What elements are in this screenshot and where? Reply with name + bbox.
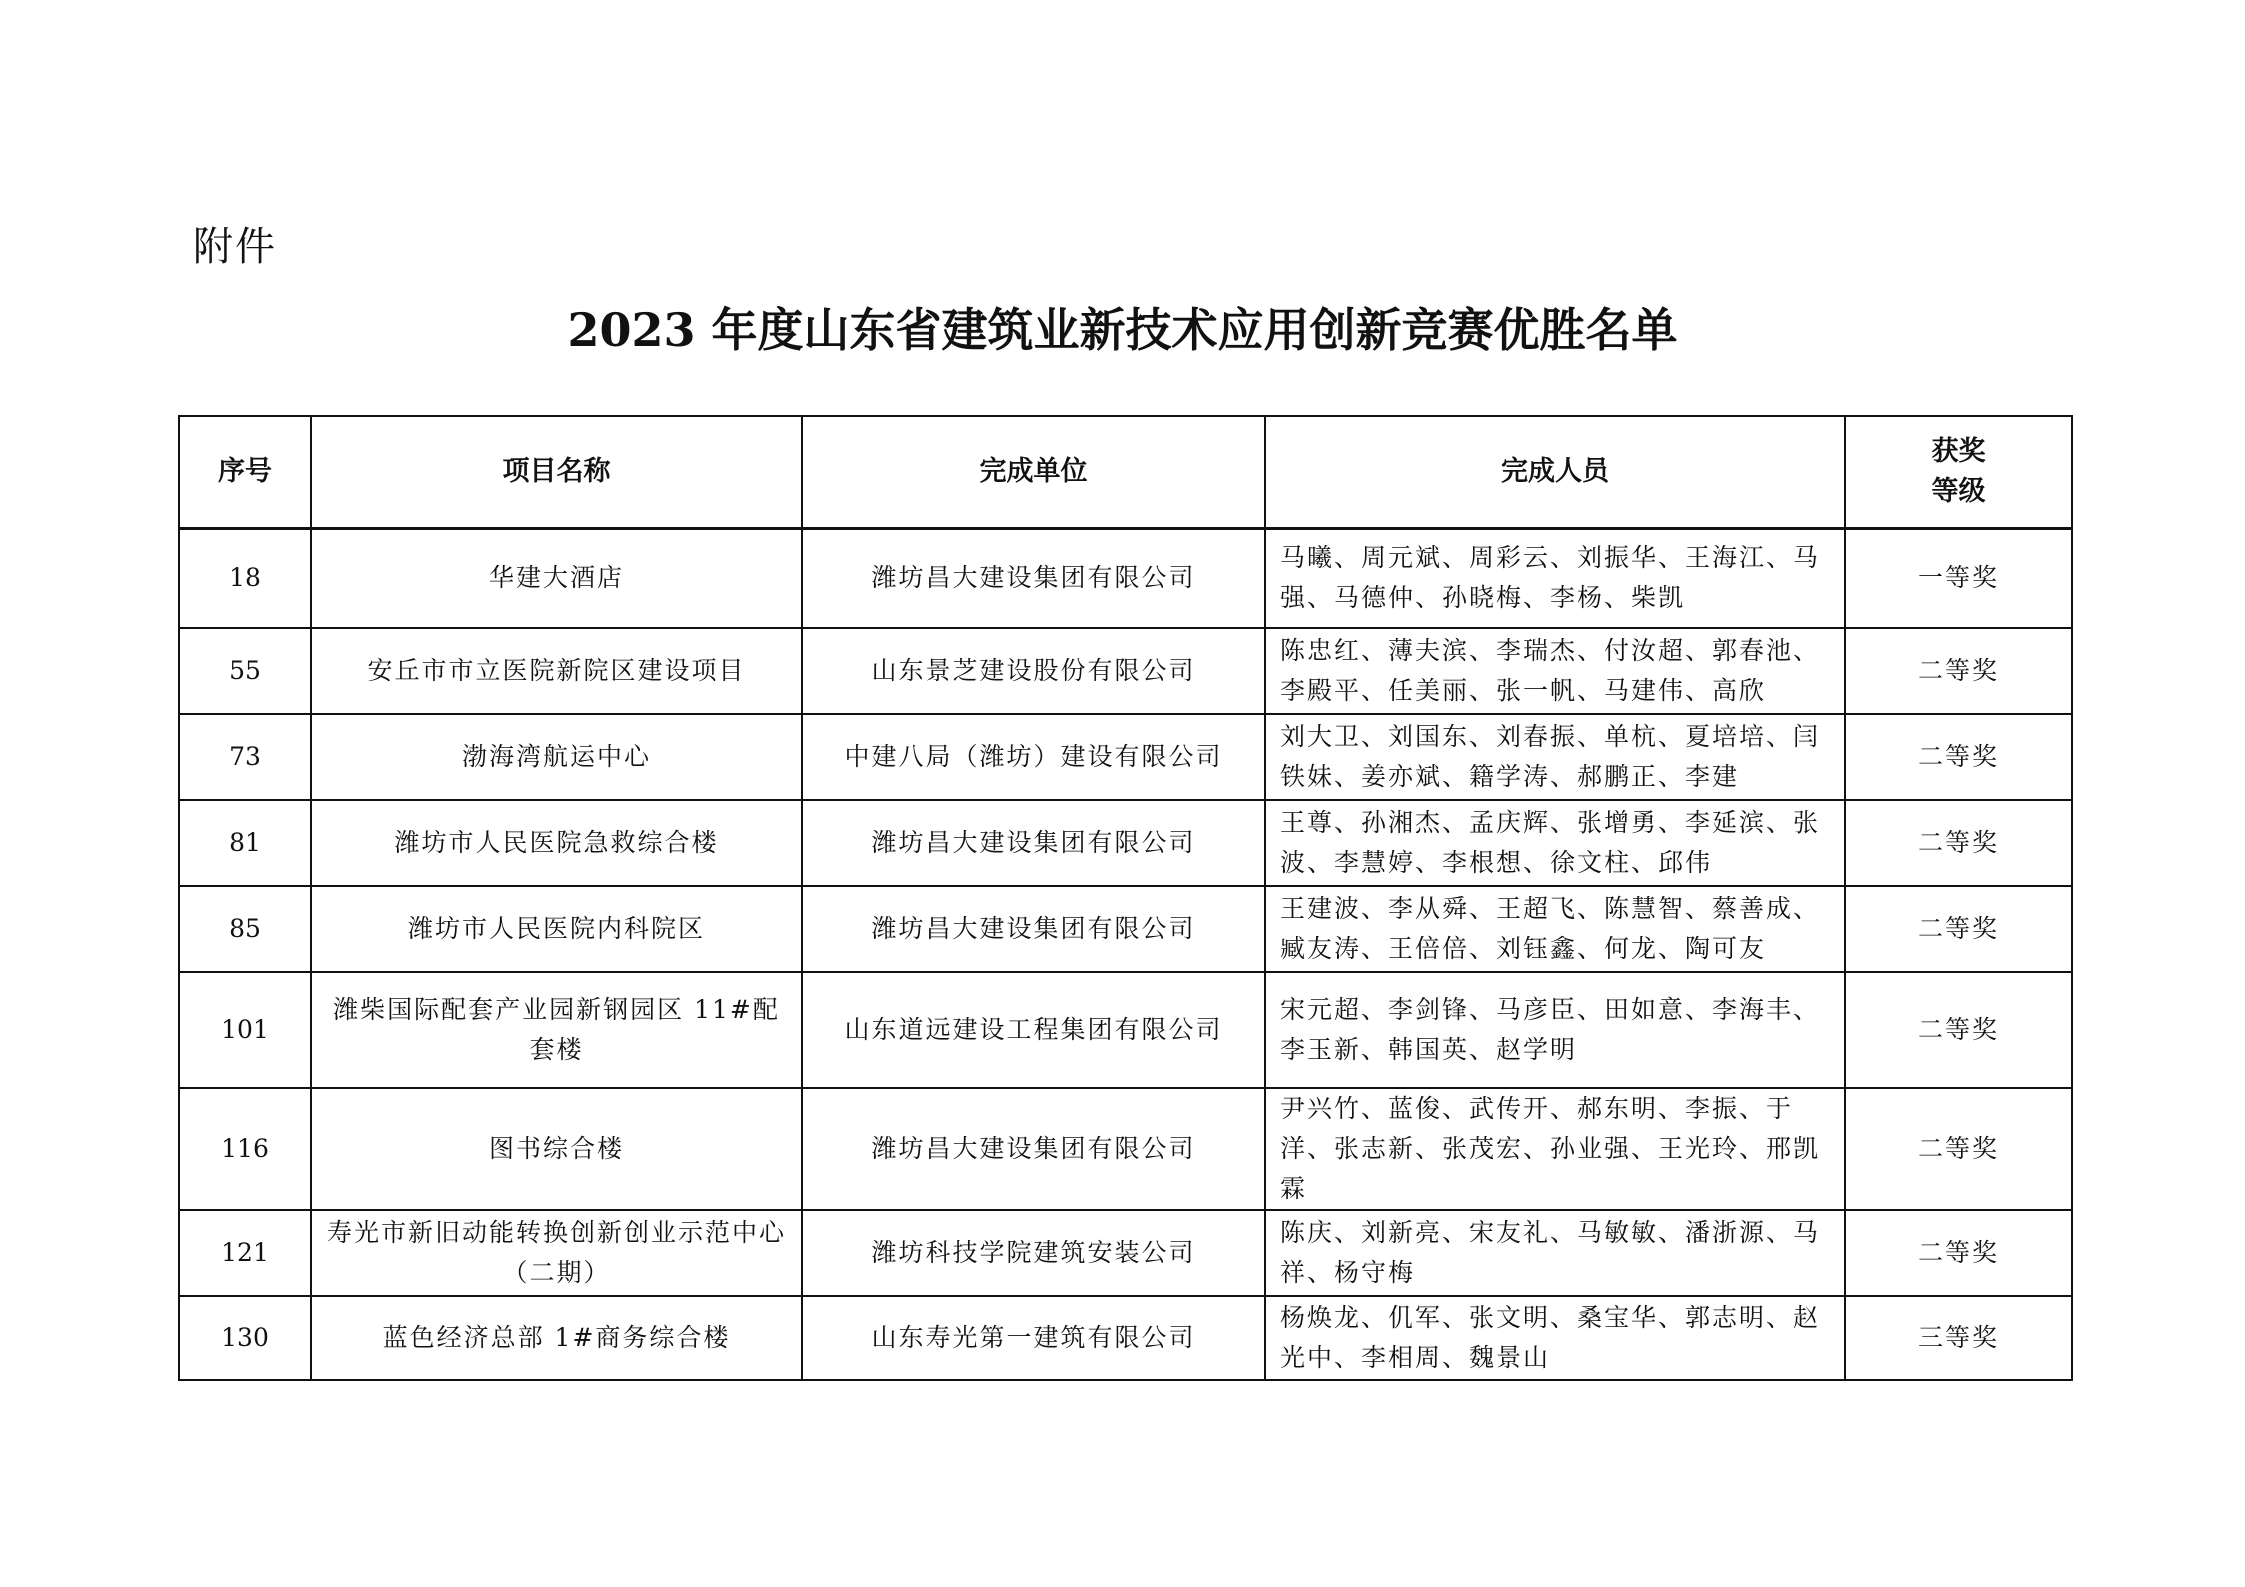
table-row: [179, 1210, 2072, 1296]
header-serial-number: 序号: [179, 416, 311, 528]
table-row: [179, 1088, 2072, 1210]
table-header-row: [179, 416, 2072, 528]
award-winners-table: [178, 415, 2073, 1381]
cell-completing-people: 王尊、孙湘杰、孟庆辉、张增勇、李延滨、张波、李慧婷、李根想、徐文柱、邱伟: [1265, 800, 1845, 886]
cell-award-level: 二等奖: [1845, 628, 2072, 714]
cell-completing-unit: 潍坊昌大建设集团有限公司: [802, 886, 1265, 972]
cell-completing-unit: 潍坊科技学院建筑安装公司: [802, 1210, 1265, 1296]
cell-project-name: 潍坊市人民医院急救综合楼: [311, 800, 802, 886]
cell-completing-people: 马曦、周元斌、周彩云、刘振华、王海江、马强、马德仲、孙晓梅、李杨、柴凯: [1265, 528, 1845, 628]
cell-completing-unit: 中建八局（潍坊）建设有限公司: [802, 714, 1265, 800]
cell-serial-number: 55: [179, 628, 311, 714]
cell-award-level: 一等奖: [1845, 528, 2072, 628]
cell-completing-people: 王建波、李从舜、王超飞、陈慧智、蔡善成、臧友涛、王倍倍、刘钰鑫、何龙、陶可友: [1265, 886, 1845, 972]
cell-project-name: 潍柴国际配套产业园新钢园区 11#配套楼: [311, 972, 802, 1088]
header-award-level-line2: 等级: [1931, 475, 1986, 507]
cell-serial-number: 121: [179, 1210, 311, 1296]
header-project-name: 项目名称: [311, 416, 802, 528]
cell-serial-number: 73: [179, 714, 311, 800]
table-row: [179, 1296, 2072, 1380]
cell-serial-number: 81: [179, 800, 311, 886]
cell-completing-unit: 潍坊昌大建设集团有限公司: [802, 528, 1265, 628]
cell-completing-people: 杨焕龙、仉军、张文明、桑宝华、郭志明、赵光中、李相周、魏景山: [1265, 1296, 1845, 1380]
attachment-label: 附件: [193, 224, 277, 270]
cell-completing-unit: 潍坊昌大建设集团有限公司: [802, 800, 1265, 886]
cell-serial-number: 18: [179, 528, 311, 628]
cell-serial-number: 116: [179, 1088, 311, 1210]
cell-project-name: 蓝色经济总部 1#商务综合楼: [311, 1296, 802, 1380]
cell-completing-people: 宋元超、李剑锋、马彦臣、田如意、李海丰、李玉新、韩国英、赵学明: [1265, 972, 1845, 1088]
cell-project-name: 寿光市新旧动能转换创新创业示范中心（二期）: [311, 1210, 802, 1296]
cell-completing-unit: 山东道远建设工程集团有限公司: [802, 972, 1265, 1088]
page-title: 2023 年度山东省建筑业新技术应用创新竞赛优胜名单: [567, 303, 1678, 357]
cell-award-level: 二等奖: [1845, 1088, 2072, 1210]
cell-award-level: 三等奖: [1845, 1296, 2072, 1380]
cell-completing-people: 尹兴竹、蓝俊、武传开、郝东明、李振、于洋、张志新、张茂宏、孙业强、王光玲、邢凯霖: [1265, 1088, 1845, 1210]
header-award-level-line1: 获奖: [1931, 435, 1986, 467]
cell-project-name: 渤海湾航运中心: [311, 714, 802, 800]
table-row: [179, 714, 2072, 800]
cell-project-name: 图书综合楼: [311, 1088, 802, 1210]
cell-completing-people: 陈庆、刘新亮、宋友礼、马敏敏、潘浙源、马祥、杨守梅: [1265, 1210, 1845, 1296]
cell-completing-unit: 潍坊昌大建设集团有限公司: [802, 1088, 1265, 1210]
table-row: [179, 800, 2072, 886]
table-row: [179, 972, 2072, 1088]
cell-serial-number: 101: [179, 972, 311, 1088]
table-row: [179, 886, 2072, 972]
header-completing-unit: 完成单位: [802, 416, 1265, 528]
cell-award-level: 二等奖: [1845, 886, 2072, 972]
cell-completing-unit: 山东寿光第一建筑有限公司: [802, 1296, 1265, 1380]
cell-completing-unit: 山东景芝建设股份有限公司: [802, 628, 1265, 714]
cell-project-name: 潍坊市人民医院内科院区: [311, 886, 802, 972]
cell-award-level: 二等奖: [1845, 972, 2072, 1088]
cell-award-level: 二等奖: [1845, 1210, 2072, 1296]
header-award-level: [1845, 416, 2072, 528]
cell-award-level: 二等奖: [1845, 800, 2072, 886]
cell-project-name: 华建大酒店: [311, 528, 802, 628]
cell-completing-people: 刘大卫、刘国东、刘春振、单杭、夏培培、闫铁妹、姜亦斌、籍学涛、郝鹏正、李建: [1265, 714, 1845, 800]
table-row: [179, 528, 2072, 628]
cell-award-level: 二等奖: [1845, 714, 2072, 800]
table-row: [179, 628, 2072, 714]
cell-completing-people: 陈忠红、薄夫滨、李瑞杰、付汝超、郭春池、李殿平、任美丽、张一帆、马建伟、高欣: [1265, 628, 1845, 714]
cell-project-name: 安丘市市立医院新院区建设项目: [311, 628, 802, 714]
cell-serial-number: 85: [179, 886, 311, 972]
header-completing-people: 完成人员: [1265, 416, 1845, 528]
cell-serial-number: 130: [179, 1296, 311, 1380]
